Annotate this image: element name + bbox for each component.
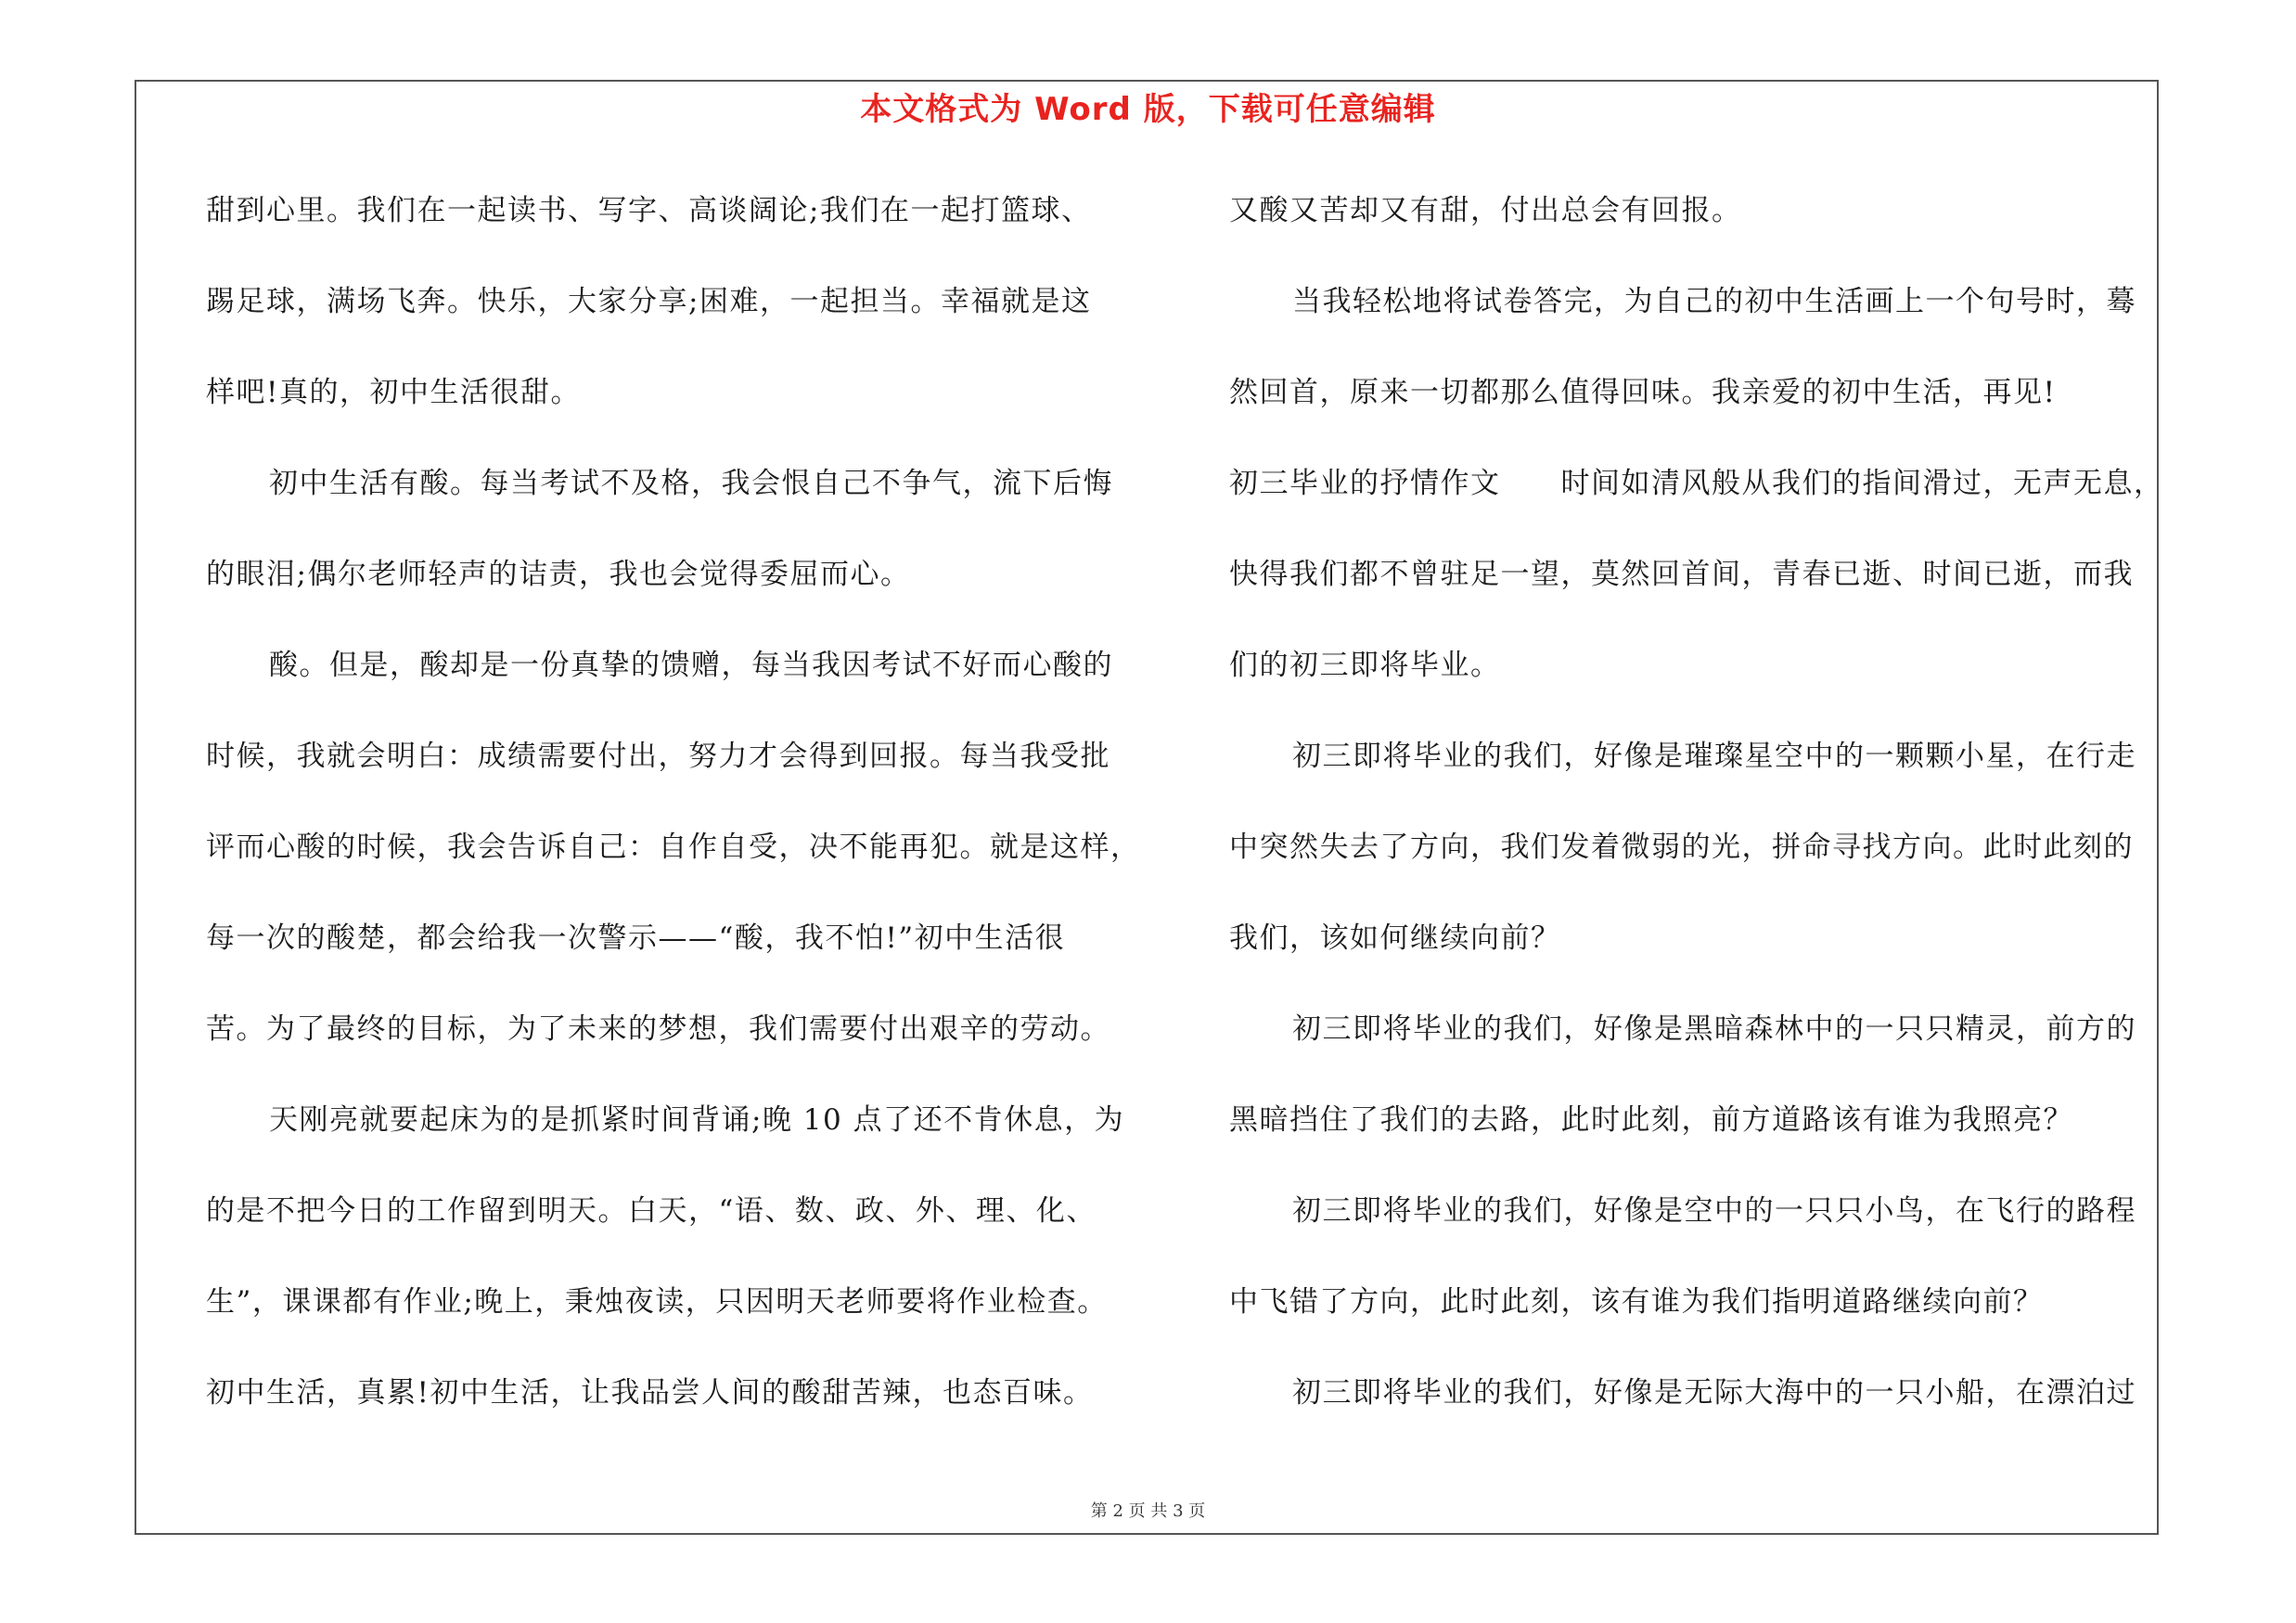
text-line: 样吧!真的，初中生活很甜。 [206,376,581,409]
text-line: 苦。为了最终的目标，为了未来的梦想，我们需要付出艰辛的劳动。 [206,1012,1110,1046]
text-line: 评而心酸的时候，我会告诉自己：自作自受，决不能再犯。就是这样， [206,831,1141,864]
text-line: 生”，课课都有作业;晚上，秉烛夜读，只因明天老师要将作业检查。 [206,1285,1108,1319]
text-line: 时候，我就会明白：成绩需要付出，努力才会得到回报。每当我受批 [206,740,1110,773]
text-line: 当我轻松地将试卷答完，为自己的初中生活画上一个句号时，蓦 [1292,285,2136,318]
text-line: 初三即将毕业的我们，好像是空中的一只只小鸟，在飞行的路程 [1292,1194,2136,1228]
text-line: 的是不把今日的工作留到明天。白天，“语、数、政、外、理、化、 [206,1194,1097,1228]
text-line: 初中生活有酸。每当考试不及格，我会恨自己不争气，流下后悔 [269,467,1113,500]
text-line: 甜到心里。我们在一起读书、写字、高谈阔论;我们在一起打篮球、 [206,194,1092,227]
text-line: 酸。但是，酸却是一份真挚的馈赠，每当我因考试不好而心酸的 [269,649,1113,682]
text-line: 初三即将毕业的我们，好像是黑暗森林中的一只只精灵，前方的 [1292,1012,2136,1046]
text-line: 踢足球，满场飞奔。快乐，大家分享;困难，一起担当。幸福就是这 [206,285,1092,318]
text-line: 们的初三即将毕业。 [1229,649,1501,682]
text-line: 快得我们都不曾驻足一望，莫然回首间，青春已逝、时间已逝，而我 [1229,558,2134,591]
text-line: 的眼泪;偶尔老师轻声的诘责，我也会觉得委屈而心。 [206,558,911,591]
page-number: 第 2 页 共 3 页 [1090,1501,1206,1521]
left-column [206,184,1143,1457]
text-line: 黑暗挡住了我们的去路，此时此刻，前方道路该有谁为我照亮？ [1229,1103,2073,1137]
text-line: 每一次的酸楚，都会给我一次警示——“酸，我不怕!”初中生活很 [206,921,1066,955]
text-line: 然回首，原来一切都那么值得回味。我亲爱的初中生活，再见! [1229,376,2057,409]
text-line: 初三即将毕业的我们，好像是璀璨星空中的一颗颗小星，在行走 [1292,740,2136,773]
text-line: 中突然失去了方向，我们发着微弱的光，拼命寻找方向。此时此刻的 [1229,831,2134,864]
text-line: 初中生活，真累!初中生活，让我品尝人间的酸甜苦辣，也态百味。 [206,1376,1094,1410]
text-line: 又酸又苦却又有甜，付出总会有回报。 [1229,194,1742,227]
text-line: 初三毕业的抒情作文 时间如清风般从我们的指间滑过，无声无息， [1229,467,2164,500]
header-notice: 本文格式为 Word 版，下载可任意编辑 [860,91,1436,128]
text-line: 初三即将毕业的我们，好像是无际大海中的一只小船，在漂泊过 [1292,1376,2136,1410]
text-line: 天刚亮就要起床为的是抓紧时间背诵;晚 10 点了还不肯休息，为 [269,1103,1125,1137]
text-line: 我们，该如何继续向前？ [1229,921,1561,955]
text-line: 中飞错了方向，此时此刻，该有谁为我们指明道路继续向前？ [1229,1285,2044,1319]
right-column [1229,184,2164,1457]
